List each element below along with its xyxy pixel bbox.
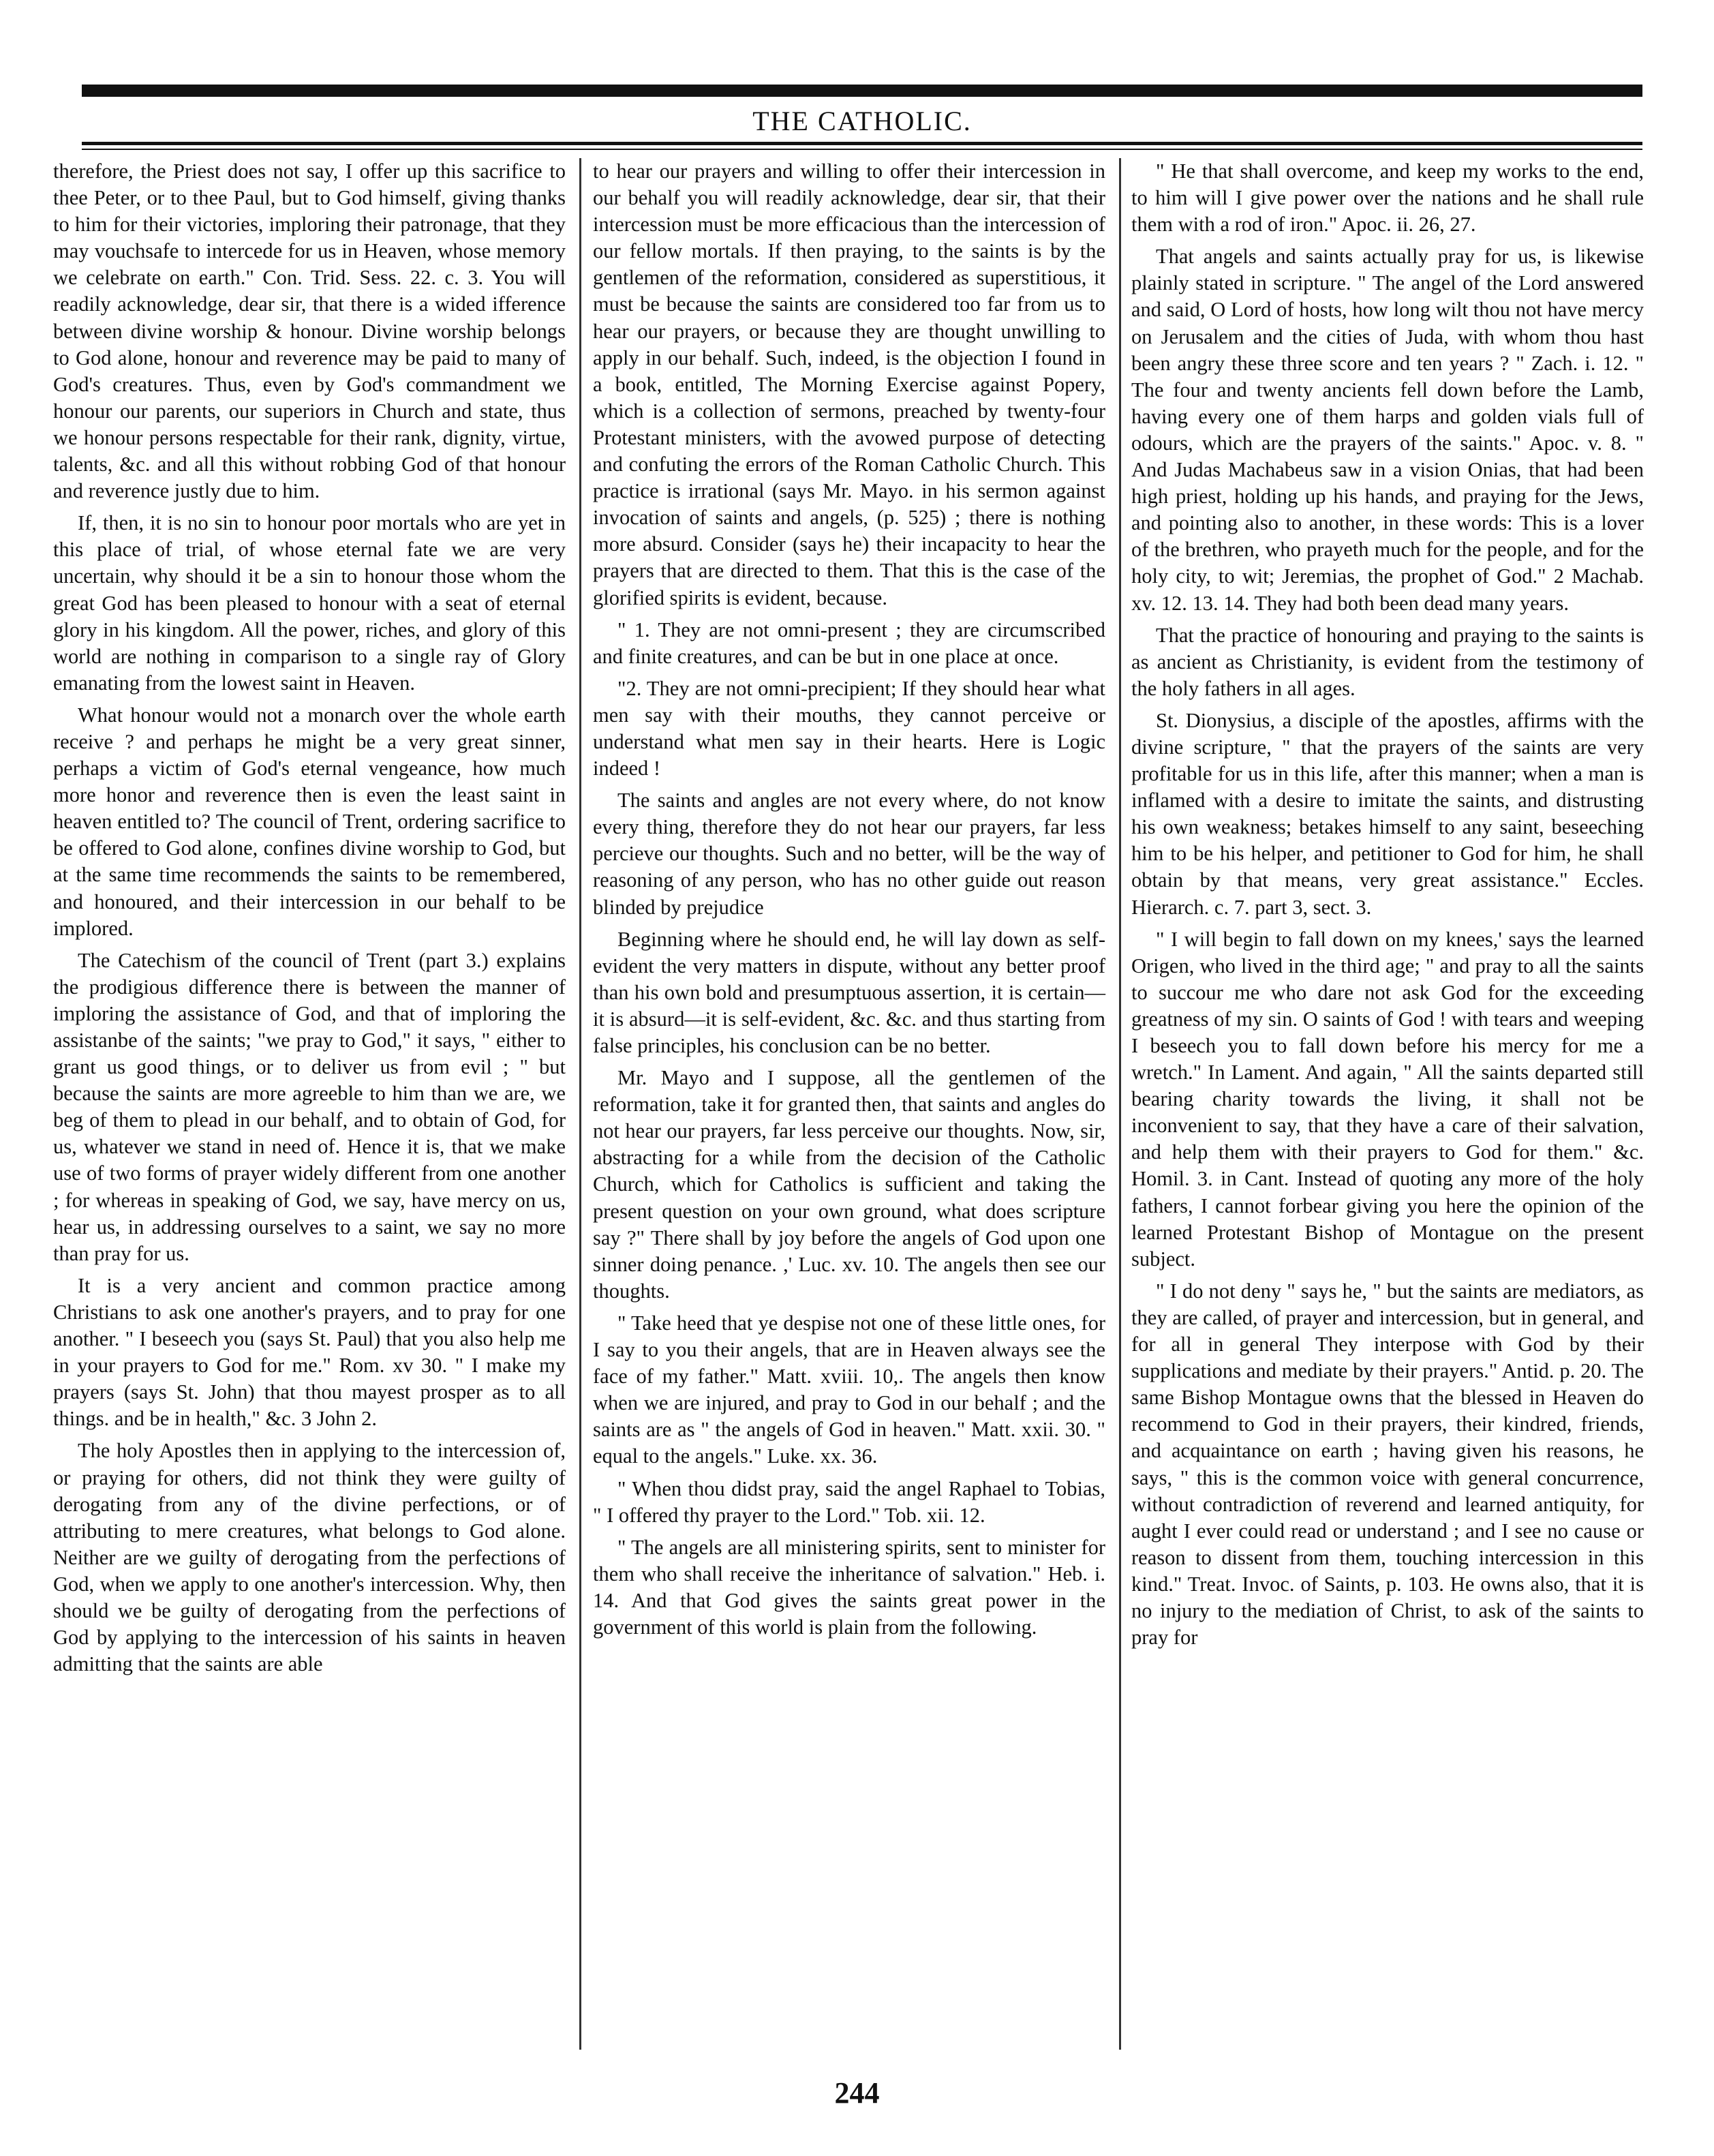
paragraph: " He that shall overcome, and keep my works to the end, to him will I give power over the nations and he shall rule them with a rod of iron." Apoc. ii. 26, 27. (1131, 160, 1644, 237)
paragraph: " 1. They are not omni-present ; they are circumscribed and finite creatures, and can be but in one place at once. (593, 618, 1105, 668)
text-column-left (53, 158, 566, 1683)
paragraph: " The angels are all ministering spirits, sent to minister for them who shall receive the inheritance of salvation." Heb. i. 14. And that God gives the saints great power in the government of this world is plain from the following. (593, 1535, 1105, 1639)
text-column-middle (593, 158, 1105, 1646)
paragraph: to hear our prayers and willing to offer their intercession in our behalf you will readily acknowledge, dear sir, that their intercession must be more efficacious than the intercession of our fellow mortals. If then praying, to the saints is by the gentlemen of the reformation, considered as superstitious, it must be because the saints are considered too far from us to hear our prayers, or because they are thought unwilling to apply in our behalf. Such, indeed, is the objection I found in a book, entitled, The Morning Exercise against Popery, which is a collection of sermons, preached by twenty-four Protestant ministers, with the avowed purpose of detecting and confuting the errors of the Roman Catholic Church. This practice is irrational (says Mr. Mayo. in his sermon against invocation of saints and angels, (p. 525) ; there is nothing more absurd. Consider (says he) their incapacity to hear the prayers that are directed to them. That this is the case of the glorified spirits is evident, because. (593, 160, 1105, 609)
page-number: 244 (834, 2076, 880, 2110)
paragraph: The Catechism of the council of Trent (part 3.) explains the prodigious difference there is between the manner of imploring the assistance of God, and that of imploring the assistanbe of the saints; "we pray to God," it says, " either to grant us good things, or to deliver us from evil ; " but because the saints are more agreeble to him than we are, we beg of them to plead in our behalf, and to obtain of God, for us, whatever we stand in need of. Hence it is, that we make use of two forms of prayer widely different from one another ; for whereas in speaking of God, we say, have mercy on us, hear us, in addressing ourselves to a saint, we say no more than pray for us. (53, 948, 566, 1265)
paragraph: That angels and saints actually pray for us, is likewise plainly stated in scripture. " The angel of the Lord answered and said, O Lord of hosts, how long wilt thou not have mercy on Jerusalem and the cities of Juda, with whom thou hast been angry these three score and ten years ? " Zach. i. 12. " The four and twenty ancients fell down before the Lamb, having every one of them harps and golden vials full of odours, which are the prayers of the saints." Apoc. v. 8. " And Judas Machabeus saw in a vision Onias, that had been high priest, holding up his hands, and praying for the Jews, and pointing also to another, in these words: This is a lover of the brethren, who prayeth much for the people, and for the holy city, to wit; Jeremias, the prophet of God." 2 Machab. xv. 12. 13. 14. They had both been dead many years. (1131, 245, 1644, 615)
paragraph: therefore, the Priest does not say, I offer up this sacrifice to thee Peter, or to thee Paul, but to God himself, giving thanks to him for their victories, imploring their patronage, that they may vouchsafe to intercede for us in Heaven, whose memory we celebrate on earth." Con. Trid. Sess. 22. c. 3. You will readily acknowledge, dear sir, that there is a wided ifference between divine worship & honour. Divine worship belongs to God alone, honour and reverence may be paid to many of God's creatures. Thus, even by God's commandment we honour our parents, our superiors in Church and state, thus we honour persons respectable for their rank, dignity, virtue, talents, &c. and all this without robbing God of that honour and reverence justly due to him. (53, 160, 566, 503)
paragraph: Beginning where he should end, he will lay down as self-evident the very matters in dispute, without any better proof than his own bold and presumptuous assertion, it is certain—it is absurd—it is self-evident, &c. &c. and thus starting from false principles, his conclusion can be no better. (593, 927, 1105, 1057)
masthead-top-rule (82, 85, 1642, 97)
column-divider-right (1119, 158, 1121, 2050)
column-divider-left (579, 158, 581, 2050)
paragraph: " When thou didst pray, said the angel Raphael to Tobias, " I offered thy prayer to the Lord." Tob. xii. 12. (593, 1476, 1105, 1527)
text-column-right (1131, 158, 1644, 1656)
paragraph: It is a very ancient and common practice among Christians to ask one another's prayers, and to pray for one another. " I beseech you (says St. Paul) that you also help me in your prayers to God for me." Rom. xv 30. " I make my prayers (says St. John) that thou mayest prosper as to all things. and be in health," &c. 3 John 2. (53, 1273, 566, 1431)
masthead-bottom-thin-rule (82, 149, 1642, 150)
paragraph: St. Dionysius, a disciple of the apostles, affirms with the divine scripture, " that the prayers of the saints are very profitable for us in this life, after this manner; when a man is inflamed with a desire to imitate the saints, and distrusting his own weakness; betakes himself to any saint, beseeching him to be his helper, and petitioner to God for him, he shall obtain by that means, very great assistance." Eccles. Hierarch. c. 7. part 3, sect. 3. (1131, 708, 1644, 919)
paragraph: What honour would not a monarch over the whole earth receive ? and perhaps he might be a very great sinner, perhaps a victim of God's eternal vengeance, how much more honor and reverence then is even the least saint in heaven entitled to? The council of Trent, ordering sacrifice to be offered to God alone, confines divine worship to God, but at the same time recommends the saints to be remembered, and honoured, and their intercession in our behalf to be implored. (53, 703, 566, 940)
paragraph: " Take heed that ye despise not one of these little ones, for I say to you their angels, that are in Heaven always see the face of my father." Matt. xviii. 10,. The angels then know when we are injured, and pray to God in our behalf ; and the saints are as " the angels of God in heaven." Matt. xxii. 30. " equal to the angels." Luke. xx. 36. (593, 1311, 1105, 1468)
paragraph: That the practice of honouring and praying to the saints is as ancient as Christianity, is evident from the testimony of the holy fathers in all ages. (1131, 623, 1644, 700)
paragraph: Mr. Mayo and I suppose, all the gentlemen of the reformation, take it for granted then, that saints and angles do not hear our prayers, far less perceive our thoughts. Now, sir, abstracting for a while from the decision of the Catholic Church, which for Catholics is sufficient and taking the present question on your own ground, what does scripture say ?" There shall by joy before the angels of God upon one sinner doing penance. ,' Luc. xv. 10. The angels then see our thoughts. (593, 1066, 1105, 1303)
running-header-title: THE CATHOLIC. (752, 106, 972, 136)
paragraph: " I will begin to fall down on my knees,' says the learned Origen, who lived in the third age; " and pray to all the saints to succour me who dare not ask God for the exceeding greatness of my sin. O saints of God ! with tears and weeping I beseech you to fall down before his mercy for me a wretch." In Lament. And again, " All the saints departed still bearing charity towards the living, it shall not be inconvenient to say, that they have a care of their salvation, and help them with their prayers to God for them." &c. Homil. 3. in Cant. Instead of quoting any more of the holy fathers, I cannot forbear giving you here the opinion of the learned Protestant Bishop of Montague on the present subject. (1131, 927, 1644, 1271)
paragraph: The saints and angles are not every where, do not know every thing, therefore they do not hear our prayers, far less percieve our thoughts. Such and no better, will be the way of reasoning of any person, who has no other guide out reason blinded by prejudice (593, 789, 1105, 919)
paragraph: The holy Apostles then in applying to the intercession of, or praying for others, did not think they were guilty of derogating from any of the divine perfections, or of attributing to mere creatures, what belongs to God alone. Neither are we guilty of derogating from the perfections of God, when we apply to one another's intercession. Why, then should we be guilty of derogating from the perfections of God by applying to the intercession of his saints in heaven admitting that the saints are able (53, 1439, 566, 1676)
masthead-bottom-rule (82, 142, 1642, 145)
paragraph: "2. They are not omni-precipient; If they should hear what men say with their mouths, they cannot perceive or understand what men say in their hearts. Here is Logic indeed ! (593, 676, 1105, 780)
paragraph: " I do not deny " says he, " but the saints are mediators, as they are called, of prayer and intercession, but in general, and for all in general They interpose with God by their supplications and mediate by their prayers." Antid. p. 20. The same Bishop Montague owns that the blessed in Heaven do recommend to God in their prayers, their kindred, friends, and acquaintance on earth ; having given his reasons, he says, " this is the common voice with general concurrence, without contradiction of reverend and learned antiquity, for aught I ever could read or understand ; and I see no cause or reason to dissent from them, touching intercession in this kind." Treat. Invoc. of Saints, p. 103. He owns also, that it is no injury to the mediation of Christ, to ask of the saints to pray for (1131, 1279, 1644, 1650)
paragraph: If, then, it is no sin to honour poor mortals who are yet in this place of trial, of whose eternal fate we are very uncertain, why should it be a sin to honour those whom the great God has been pleased to honour with a seat of eternal glory in his kingdom. All the power, riches, and glory of this world are nothing in comparison to a single ray of Glory emanating from the lowest saint in Heaven. (53, 511, 566, 695)
